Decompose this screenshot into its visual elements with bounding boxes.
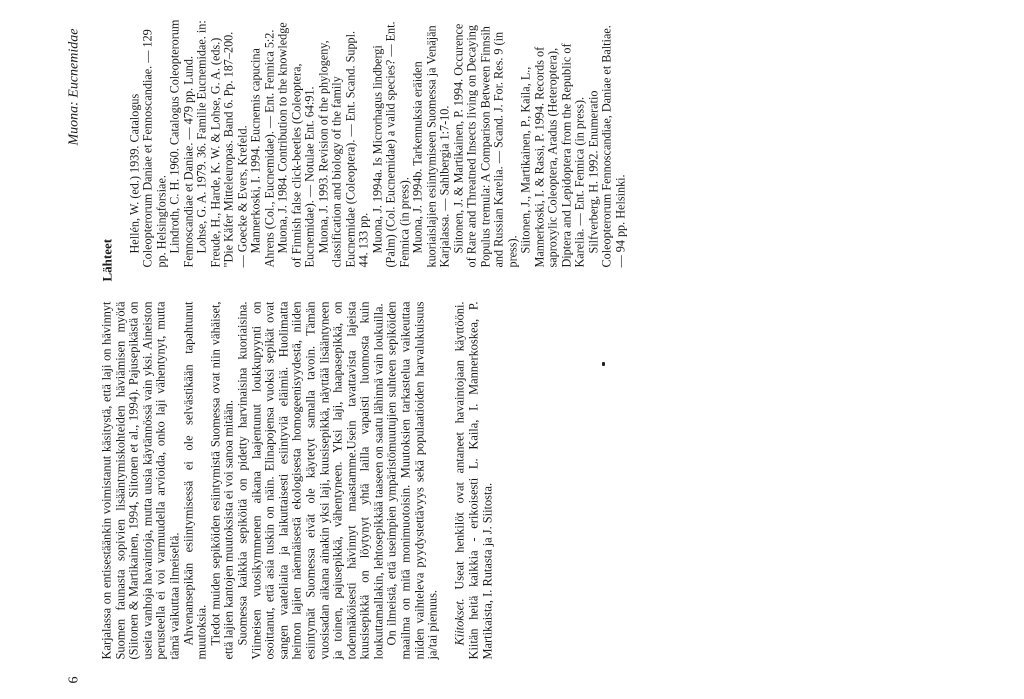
paragraph: Suomessa kaikkia sepiköitä on pidetty harvinaisina kuoriaisina. Viimeisen vuosikymmenen aikana laajentunut loukkupyynti on osoittanut, että asia tuskin on näin. Elinapojensa vuoksi sepikät ovat sangen vaateliaita ja laikuttaisesti esiintyviä eläimiä. Huolimatta heimon lajien näennäisestä ekologisesta homogeenisyydestä, niiden esiintymät Suomessa eivät ole käytetyt samalla tavoin. Tämän vuosisadan aikana ainakin yksi laji, kuusisepikkä, näyttää lisääntyneen ja toinen, pajusepikkä, vähentyneen. Yksi laji, haapasepikkä, on todennäköisesti hävinnyt maastamme.Usein tavattavista lajeista kuusisepikkä on löytynyt yhtä lailla vapaisti luonnosta kuin loukuttamallakin, lehtosepikkää taaseen on saatu lähinnä vain loukuilla. [234,301,385,659]
paragraph: Karjalassa on entisestäänkin voimistanut käsitystä, että laji on hävinnyt Suomen faunasta sopivien lisääntymiskohteiden häviämisen myötä (Siitonen & Martikainen, 1994, Siitonen et al., 1994). Pajusepikästä on useita vanhoja havaintoja, mutta uusia käytännössä vain yksi. Aineiston perusteella ei voi varmuudella arvioida, onko laji vähentynyt, mutta tämä vaikuttaa ilmeiseltä. [99,301,181,659]
reference-item: Hellén, W. (ed.) 1939. Catalogus Coleopterorum Daniae et Fennoscandiae. — 129 pp. Helsingforsiae. [126,28,168,267]
reference-item: Lindroth, C. H. 1960. Catalogus Coleopterorum Fennoscandiae et Daniae. — 479 pp. Lund. [167,19,195,267]
acknowledgements-text: Useat henkilöt ovat antaneet havaintojaan käyttööni. Kiitän heitä kaikkia - erikoisesti L. Kaila, I. Mannerkoskea, P. Martikaista, I. Rutasta ja J. Siitosta. [452,301,494,659]
references-heading: Lähteet [99,238,114,281]
page-number: 6 [66,676,81,683]
reference-item: Silfverberg, H. 1992. Enumeratio Coleopterorum Fennoscandiae, Daniae et Baltiae. — 94 pp. Helsinki. [585,24,627,267]
left-column [100,301,494,659]
reference-item: Lohse, G. A. 1979. 36. Familie Eucnemidae. in: Freude, H., Harde, K. W. & Lohse, G. A. (eds.) "Die Käfer Mitteleuropas. Band 6. Pp. 187–200. — Goecke & Evers, Krefeld. [194,19,249,267]
paragraph: On ilmeistä, että useimpien ympäristömuutujien suhteen sepiköiden maailma on mitä monimuotoisin. Muutoksien tarkastelua vaikeuttaa niiden vaihteleva pyydystettävyys sekä populaatioiden harvalukuisuus ja/tai pienuus. [384,301,440,659]
reference-item: Muona, J. 1994a. Is Microrhagus lindbergi (Palm) (Col. Eucnemidae) a valid species? — Ent. Fennica (in press). [369,20,411,267]
right-column [100,19,627,281]
reference-item: Mannerkoski, I. 1994. Eucnemis capucina Ahrens (Col., Eucnemidae). — Ent. Fennica 5:2. [248,29,276,267]
acknowledgements [453,301,494,659]
reference-item: Muona, J. 1984. Contribution to the knowledge of Finnish false click-beetles (Coleoptera, Eucnemidae). — Notulae Ent. 64:91. [275,21,317,267]
running-head: Muona: Eucnemidae [66,28,81,146]
scan-speck [602,362,605,366]
paragraph: Ahvenansepikän esiintymisessä ei ole selvästikään tapahtunut muutoksia. [180,301,209,659]
reference-item: Siitonen, J. & Martikainen, P. 1994. Occurence of Rare and Threatned Insects living on Decaying Populus tremula: A Comparison Between Finnsih and Russian Karelia. — Scand. J. For. Res. 9 (in press). [450,23,519,267]
paragraph: Tiedot muiden sepiköiden esiintymistä Suomessa ovat niin vähäiset, että lajien kantojen muutoksista ei voi sanoa mitään. [207,301,236,659]
acknowledgements-label: Kiitokset. [452,597,467,645]
reference-item: Siitonen, J., Martikainen, P., Kaila, L., Mannerkoski, I. & Rassi, P. 1994. Records of saproxylic Coleoptera, Aradus (Heteroptera), Diptera and Lepidoptera from the Republic of Karelia. — Ent. Fennica (in press). [518,42,587,267]
reference-item: Muona, J. 1994b. Tarkennuksia eräiden kuoriaislajien esiintymiseen Suomessa ja Venäjän Karjalassa. — Sahlbergia 1:7-10. [410,24,452,267]
reference-item: Muona, J. 1993. Revision of the phylogeny, classification and biology of the family Eucnemidae (Coleoptera). — Ent. Scand. Suppl. 44. 133 pp. [315,30,371,267]
